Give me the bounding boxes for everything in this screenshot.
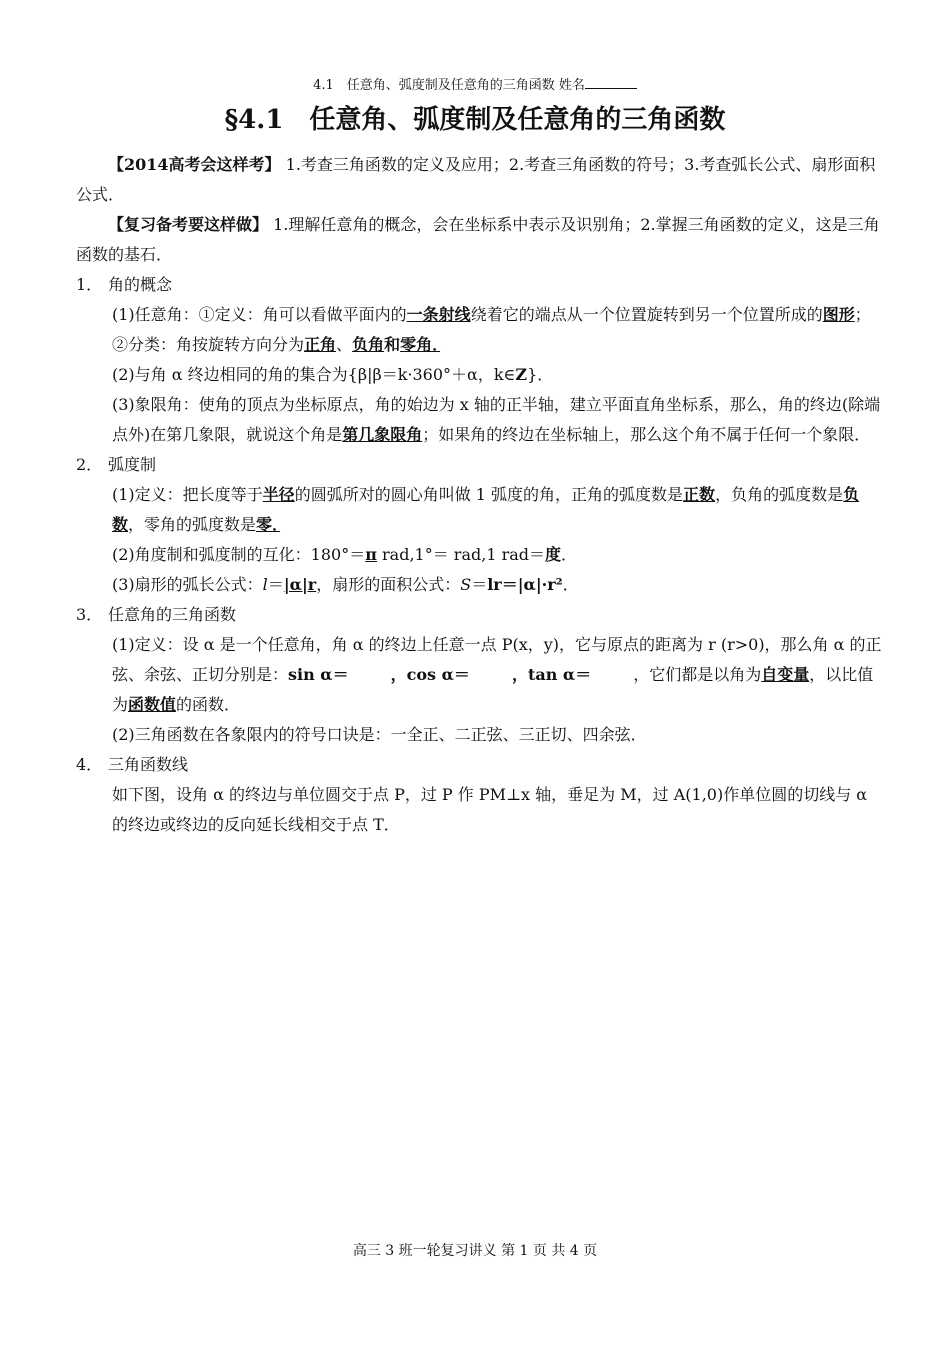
sin-formula: sin α＝ bbox=[288, 665, 349, 684]
answer: 零角． bbox=[400, 335, 441, 354]
text: ，零角的弧度数是 bbox=[128, 515, 257, 534]
text: }． bbox=[527, 365, 554, 384]
section-4-item-1 bbox=[112, 780, 884, 840]
text: (1)定义：设 α 是一个任意角，角 α 的终边上任意一点 P(x，y)，它与原点的距离为 r (r>0)，那么角 α 的正弦、余弦、正切分别是： bbox=[112, 635, 882, 684]
answer: 自变量 bbox=[761, 665, 810, 684]
text: (1)任意角：①定义：角可以看做平面内的 bbox=[112, 305, 407, 324]
text: (2)三角函数在各象限内的符号口诀是：一全正、二正弦、三正切、四余弦． bbox=[112, 725, 647, 744]
text: 和 bbox=[384, 335, 401, 354]
name-blank bbox=[585, 76, 637, 89]
answer: 图形 bbox=[822, 305, 855, 324]
intro-exam-focus-tag: 【2014高考会这样考】 bbox=[108, 155, 281, 174]
text: 绕着它的端点从一个位置旋转到另一个位置所成的 bbox=[470, 305, 823, 324]
text: ＝ bbox=[267, 575, 284, 594]
text: ；如果角的终边在坐标轴上，那么这个角不属于任何一个象限． bbox=[422, 425, 871, 444]
section-3-item-2 bbox=[112, 720, 884, 750]
document-body bbox=[76, 150, 884, 840]
text: ，以比值为 bbox=[112, 665, 874, 714]
intro-review-advice bbox=[76, 210, 884, 270]
text: ，它们都是以角为 bbox=[633, 665, 762, 684]
section-1-item-3 bbox=[112, 390, 884, 450]
intro-review-advice-text: 1.理解任意角的概念，会在坐标系中表示及识别角；2.掌握三角函数的定义，这是三角函数的基石． bbox=[76, 215, 880, 264]
running-header bbox=[0, 76, 950, 94]
section-3-heading bbox=[76, 600, 884, 630]
section-2-heading bbox=[76, 450, 884, 480]
text: (1)定义：把长度等于 bbox=[112, 485, 263, 504]
answer: 零． bbox=[256, 515, 281, 534]
section-2-item-2 bbox=[112, 540, 884, 570]
intro-exam-focus bbox=[76, 150, 884, 210]
answer: 第几象限角 bbox=[342, 425, 423, 444]
running-title: 4.1 任意角、弧度制及任意角的三角函数 姓名 bbox=[313, 78, 585, 93]
var-l: l bbox=[262, 575, 268, 594]
section-1-number: 1． bbox=[76, 275, 103, 294]
section-1-item-2 bbox=[112, 360, 884, 390]
answer: 正数 bbox=[683, 485, 716, 504]
text: rad,1°＝ rad,1 rad＝ bbox=[376, 545, 546, 564]
answer: π bbox=[365, 545, 377, 564]
answer: 负数 bbox=[112, 485, 860, 534]
answer: lr bbox=[487, 575, 502, 594]
page-title: §4.1 任意角、弧度制及任意角的三角函数 bbox=[224, 105, 726, 135]
text: 、 bbox=[336, 335, 353, 354]
section-1-heading bbox=[76, 270, 884, 300]
section-2-item-1 bbox=[112, 480, 884, 540]
text: 的函数． bbox=[176, 695, 241, 714]
answer: 正角 bbox=[304, 335, 337, 354]
integer-set-symbol: Z bbox=[515, 365, 528, 384]
answer: 负角 bbox=[352, 335, 385, 354]
text: ＝ bbox=[471, 575, 488, 594]
answer: ＝|α|·r² bbox=[501, 575, 563, 594]
section-2-title: 弧度制 bbox=[108, 455, 157, 474]
text: ，扇形的面积公式： bbox=[316, 575, 461, 594]
answer: 函数值 bbox=[128, 695, 177, 714]
section-4-title: 三角函数线 bbox=[108, 755, 189, 774]
section-1-item-1 bbox=[112, 300, 884, 360]
text: ；②分类：角按旋转方向分为 bbox=[112, 305, 871, 354]
section-3-number: 3． bbox=[76, 605, 103, 624]
tan-formula: ，tan α＝ bbox=[511, 665, 592, 684]
text: (3)扇形的弧长公式： bbox=[112, 575, 263, 594]
section-4-heading bbox=[76, 750, 884, 780]
section-2-number: 2． bbox=[76, 455, 103, 474]
answer: 一条射线 bbox=[406, 305, 471, 324]
text: (2)与角 α 终边相同的角的集合为{β|β＝k·360°＋α，k∈ bbox=[112, 365, 516, 384]
intro-review-advice-tag: 【复习备考要这样做】 bbox=[108, 215, 269, 234]
text: 如下图，设角 α 的终边与单位圆交于点 P，过 P 作 PM⊥x 轴，垂足为 M，过 A(1,0)作单位圆的切线与 α 的终边或终边的反向延长线相交于点 T． bbox=[112, 785, 868, 834]
answer: 半径 bbox=[262, 485, 295, 504]
answer: |α|r bbox=[283, 575, 317, 594]
section-4-number: 4． bbox=[76, 755, 103, 774]
section-2-item-3 bbox=[112, 570, 884, 600]
text: ． bbox=[562, 575, 579, 594]
text: ，负角的弧度数是 bbox=[715, 485, 844, 504]
var-s: S bbox=[460, 575, 472, 594]
text: (2)角度制和弧度制的互化：180°＝ bbox=[112, 545, 366, 564]
text: ． bbox=[561, 545, 578, 564]
intro-exam-focus-text: 1.考查三角函数的定义及应用；2.考查三角函数的符号；3.考查弧长公式、扇形面积公式． bbox=[76, 155, 876, 204]
page-footer: 高三 3 班一轮复习讲义 第 1 页 共 4 页 bbox=[352, 1243, 598, 1259]
cos-formula: ，cos α＝ bbox=[390, 665, 470, 684]
text: 的圆弧所对的圆心角叫做 1 弧度的角，正角的弧度数是 bbox=[294, 485, 684, 504]
section-3-title: 任意角的三角函数 bbox=[108, 605, 237, 624]
section-3-item-1 bbox=[112, 630, 884, 720]
text: (3)象限角：使角的顶点为坐标原点，角的始边为 x 轴的正半轴，建立平面直角坐标系，那么，角的终边(除端点外)在第几象限，就说这个角是 bbox=[112, 395, 881, 444]
section-1-title: 角的概念 bbox=[108, 275, 173, 294]
answer: 度 bbox=[545, 545, 562, 564]
